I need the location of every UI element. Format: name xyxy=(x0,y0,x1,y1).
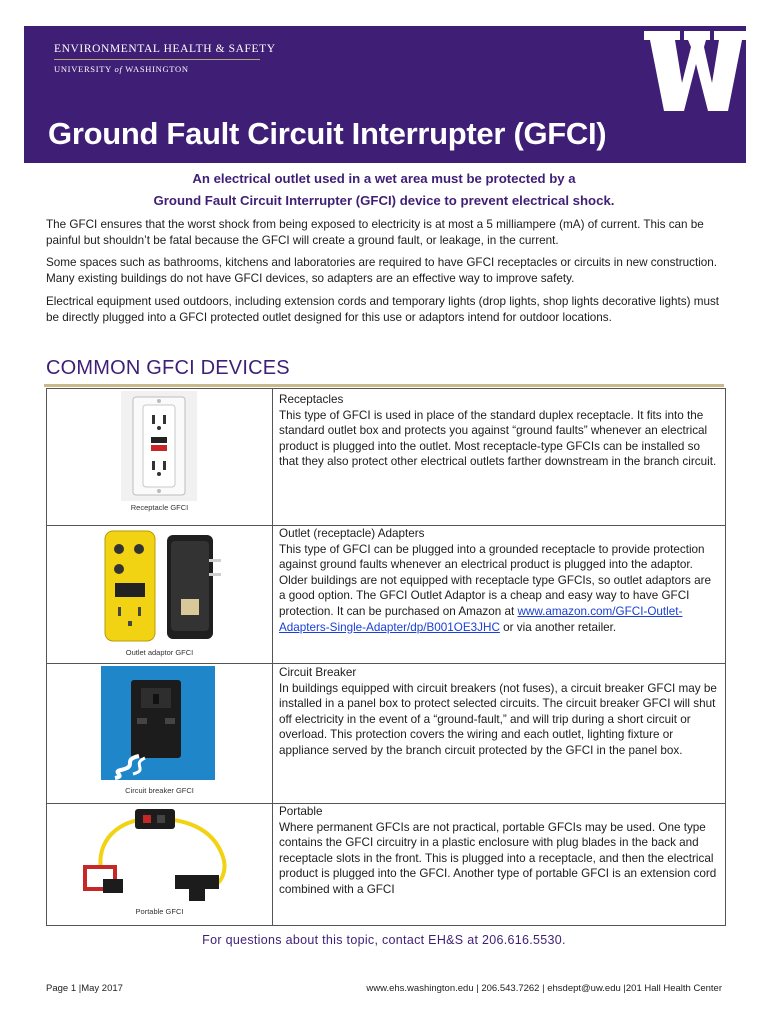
circuit-breaker-caption: Circuit breaker GFCI xyxy=(125,786,194,795)
receptacle-caption: Receptacle GFCI xyxy=(130,503,189,512)
intro-line-1: An electrical outlet used in a wet area must be protected by a xyxy=(192,171,576,186)
portable-description xyxy=(279,804,719,898)
uw-logo-icon xyxy=(644,31,748,111)
table-row-divider xyxy=(47,663,725,664)
footer-page-info: Page 1 |May 2017 xyxy=(46,983,123,994)
receptacle-description xyxy=(279,392,719,470)
outlet-adapters-text-after: or via another retailer. xyxy=(499,620,617,634)
receptacle-text: This type of GFCI is used in place of the standard duplex receptacle. It fits into the standard outlet box and protects you against “ground faults” whenever an electrical product is plugged into the outlet. Most receptacle-type GFCIs can be installed so that they also protect other electrical outlets farther downstream in the branch circuit. xyxy=(279,408,717,469)
amazon-link[interactable]: www.amazon.com/GFCI-Outlet-Adapters-Single-Adapter/dp/B001OE3JHC xyxy=(279,604,683,634)
devices-table xyxy=(46,388,726,926)
department-name: ENVIRONMENTAL HEALTH & SAFETY xyxy=(54,43,276,55)
footer-contact-info: www.ehs.washington.edu | 206.543.7262 | ehsdept@uw.edu |201 Hall Health Center xyxy=(366,983,722,994)
outlet-adaptor-caption: Outlet adaptor GFCI xyxy=(125,648,194,657)
portable-title: Portable xyxy=(279,805,323,818)
table-column-divider xyxy=(272,389,273,925)
university-name: UNIVERSITY of WASHINGTON xyxy=(54,64,189,74)
page-title: Ground Fault Circuit Interrupter (GFCI) xyxy=(48,116,607,151)
paragraph-outdoor-equipment: Electrical equipment used outdoors, including extension cords and temporary lights (drop lights, shop lights decorative lights) must be directly plugged into a GFCI protected outlet designed for this use or adaptors intend for outdoor locations. xyxy=(46,295,720,324)
paragraph-shock-limit: The GFCI ensures that the worst shock from being exposed to electricity is at most a 5 milliampere (mA) of current. This can be painful but shouldn’t be fatal because the GFCI will create a ground fault, or leakage, in the current. xyxy=(46,218,704,247)
receptacle-gfci-image xyxy=(121,391,197,501)
department-divider xyxy=(54,59,260,60)
outlet-adaptor-gfci-image xyxy=(101,529,225,645)
outlet-adapters-text: This type of GFCI can be plugged into a grounded receptacle to provide protection against ground faults whenever an electrical product is plugged into the adaptor. Older buildings are not equipped with receptacle type GFCIs, so outlet adaptors are a good option. The GFCI Outlet Adaptor is a cheap and easy way to have GFCI protection. It can be purchased on Amazon at xyxy=(279,542,712,618)
intro-line-2: Ground Fault Circuit Interrupter (GFCI) device to prevent electrical shock. xyxy=(153,193,615,208)
contact-line: For questions about this topic, contact EH&S at 206.616.5530. xyxy=(202,933,566,947)
circuit-breaker-gfci-image xyxy=(101,666,215,780)
receptacle-title: Receptacles xyxy=(279,393,344,406)
portable-text: Where permanent GFCIs are not practical, portable GFCIs may be used. One type contains the GFCI circuitry in a plastic enclosure with plug blades in the back and receptacle slots in the front. This is plugged into a receptacle, and then the electrical product is plugged into the GFCI. Another type of portable GFCI is an extension cord combined with a GFCI xyxy=(279,820,717,896)
paragraph-required-spaces: Some spaces such as bathrooms, kitchens and laboratories are required to have GFCI receptacles or circuits in new construction. Many existing buildings do not have GFCI devices, so adapters are an effective way to improve safety. xyxy=(46,256,718,285)
portable-gfci-image xyxy=(83,807,237,903)
outlet-adapters-title: Outlet (receptacle) Adapters xyxy=(279,527,425,540)
circuit-breaker-title: Circuit Breaker xyxy=(279,666,357,679)
section-title: COMMON GFCI DEVICES xyxy=(46,357,290,379)
circuit-breaker-description xyxy=(279,665,719,759)
section-divider xyxy=(44,384,724,387)
outlet-adapters-description xyxy=(279,526,719,635)
circuit-breaker-text: In buildings equipped with circuit breakers (not fuses), a circuit breaker GFCI may be installed in a panel box to protect selected circuits. The circuit breaker GFCI will shut off electricity in the event of a “ground-fault,” and will trip during a short circuit or overload. This protection covers the wiring and each outlet, lighting fixture or appliance served by the branch circuit protected by the GFCI in the panel box. xyxy=(279,681,717,757)
header-banner xyxy=(24,26,746,163)
intro-statement xyxy=(0,168,768,212)
portable-caption: Portable GFCI xyxy=(135,907,184,916)
